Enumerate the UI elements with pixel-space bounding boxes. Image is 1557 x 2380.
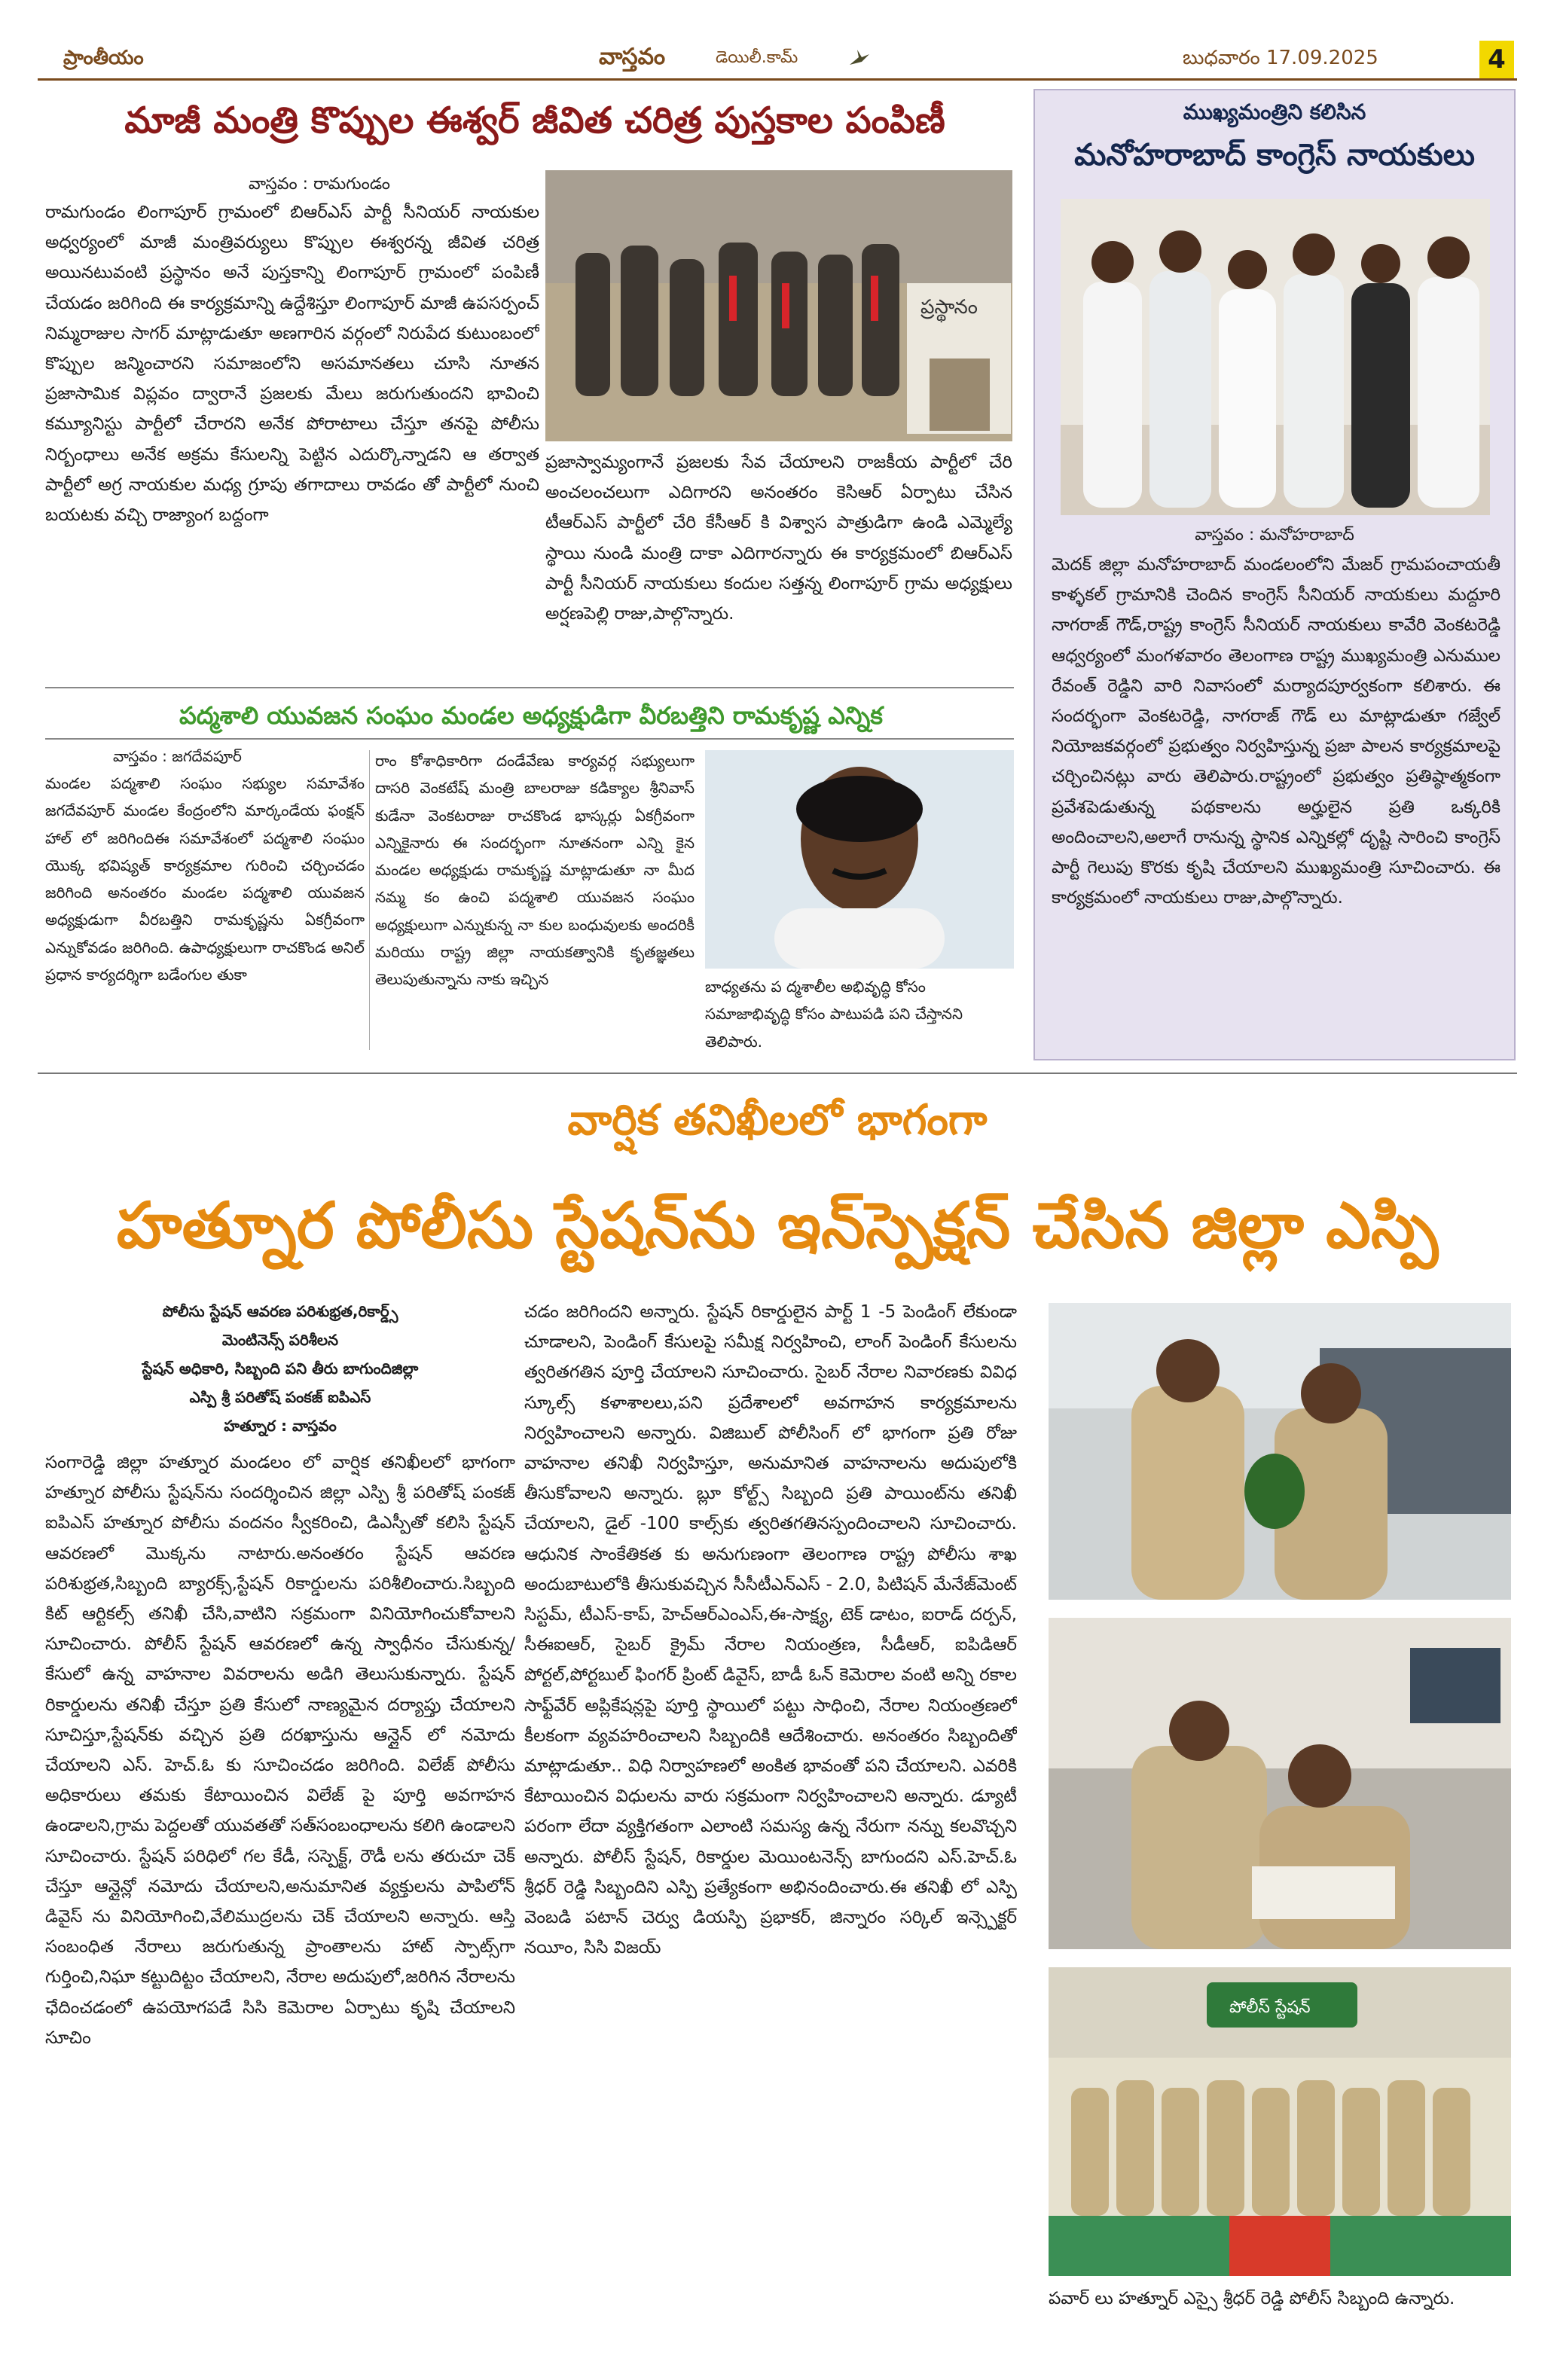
summary-line: మెంటినెన్స్ పరిశీలన <box>221 1331 339 1349</box>
story3-col-divider <box>369 750 370 1050</box>
station-banner-text: పోలీస్ స్టేషన్ <box>1229 1998 1311 2017</box>
header-rule <box>38 78 1517 81</box>
page-number-badge <box>1479 41 1514 78</box>
story2-photo <box>1061 199 1490 515</box>
story1-headline: మాజీ మంత్రి కొప్పుల ఈశ్వర్ జీవిత చరిత్ర పుస్తకాల పంపిణీ <box>124 99 945 142</box>
masthead-title: వాస్తవం <box>599 44 666 70</box>
summary-line: పోలీసు స్టేషన్ ఆవరణ పరిశుభ్రత,రికార్డ్స్ <box>162 1302 398 1320</box>
story2-sidebar <box>1033 89 1516 1060</box>
story2-dateline: వాస్తవం : మనోహరాబాద్ <box>1195 526 1354 545</box>
story1-photo <box>545 170 1012 441</box>
story3-dateline: వాస్తవం : జగదేవపూర్ <box>113 747 242 765</box>
story1-dateline: వాస్తవం : రామగుండం <box>249 175 390 194</box>
story4-photo-1 <box>1049 1303 1511 1600</box>
story3-body-col2: రాం కోశాధికారిగా దండేవేణు కార్యవర్గ సభ్యులుగా దాసరి వెంకటేష్ మంత్రి బాలరాజు కడిక్యాల శ్రీనివాస్ కుడేనా వెంకటరాజు రాచకొండ భాస్కర్లు ఏకగ్రీవంగా ఎన్నికైనారు ఈ సందర్భంగా నూతనంగా ఎన్ని కైన మండల అధ్యక్షుడు రామకృష్ణ మాట్లాడుతూ నా మీద నమ్మ కం ఉంచి పద్మశాలి యువజన సంఘం అధ్యక్షులుగా ఎన్నుకున్న నా కుల బంధువులకు అందరికీ మరియు రాష్ట్ర జిల్లా నాయకత్వానికి కృతజ్ఞతలు తెలుపుతున్నాను నాకు ఇచ్చిన <box>375 752 695 989</box>
story1-body-right: ప్రజాస్వామ్యంగానే ప్రజలకు సేవ చేయాలని రాజకీయ పార్టీలో చేరి అంచలంచలుగా ఎదిగారని అనంతరం కెసిఆర్ ఏర్పాటు చేసిన టీఆర్ఎస్ పార్టీలో చేరి కేసీఆర్ కి విశ్వాస పాత్రుడిగా ఉండి ఎమ్మెల్యే స్థాయి నుండి మంత్రి దాకా ఎదిగారన్నారు ఈ కార్యక్రమంలో బిఆర్ఎస్ పార్టీ సీనియర్ నాయకులు కందుల సత్తన్న లింగాపూర్ గ్రామ అధ్యక్షులు అర్షణపెల్లి రాజు,పాల్గొన్నారు. <box>545 453 1012 624</box>
story1-divider <box>45 687 1014 688</box>
bird-icon <box>848 48 871 71</box>
header-bar <box>38 44 1514 77</box>
story3-body-col1: మండల పద్మశాలి సంఘం సభ్యుల సమావేశం జగదేవపూర్ మండల కేంద్రంలోని మార్కండేయ ఫంక్షన్ హాల్ లో జరిగిందిఈ సమావేశంలో పద్మశాలి సంఘం యొక్క భవిష్యత్ కార్యక్రమాల గురించి చర్చించడం జరిగింది అనంతరం మండల పద్మశాలి యువజన అధ్యక్షుడుగా వీరబత్తిని రామకృష్ణను ఏకగ్రీవంగా ఎన్నుకోవడం జరిగింది. ఉపాధ్యక్షులుగా రాచకొండ అనిల్ ప్రధాన కార్యదర్శిగా బడేంగుల తుకా <box>45 774 365 984</box>
issue-date: బుధవారం 17.09.2025 <box>1183 47 1378 69</box>
story4-body-col1: సంగారెడ్డి జిల్లా హత్నూర మండలం లో వార్షిక తనిఖీలలో భాగంగా హత్నూర పోలీసు స్టేషన్‌ను సందర్శించిన జిల్లా ఎస్పి శ్రీ పరితోష్ పంకజ్ ఐపిఎస్ హత్నూర పోలీసు వందనం స్వీకరించి, డిఎస్పీతో కలిసి స్టేషన్ ఆవరణలో మొక్కను నాటారు.అనంతరం స్టేషన్ ఆవరణ పరిశుభ్రత,సిబ్బంది బ్యారక్స్,స్టేషన్ రికార్డులను పరిశీలించారు.సిబ్బంది కిట్ ఆర్టికల్స్ తనిఖీ చేసి,వాటిని సక్రమంగా వినియోగించుకోవాలని సూచించారు. పోలీస్ స్టేషన్ ఆవరణలో ఉన్న స్వాధీనం చేసుకున్న/ కేసులో ఉన్న వాహనాల వివరాలను అడిగి తెలుసుకున్నారు. స్టేషన్ రికార్డులను తనిఖీ చేస్తూ ప్రతి కేసులో నాణ్యమైన దర్యాప్తు చేయాలని సూచిస్తూ,స్టేషన్‌కు వచ్చిన ప్రతి దరఖాస్తును ఆన్లైన్ లో నమోదు చేయాలని ఎస్. హెచ్.ఓ కు సూచించడం జరిగింది. విలేజ్ పోలీసు అధికారులు తమకు కేటాయించిన విలేజ్ పై పూర్తి అవగాహన ఉండాలని,గ్రామ పెద్దలతో యువతతో సత్‌సంబంధాలను కలిగి ఉండాలని సూచించారు. స్టేషన్ పరిధిలో గల కేడీ, సస్పెక్ట్, రౌడీ లను తరుచూ చెక్ చేస్తూ ఆన్లైన్లో నమోదు చేయాలని,అనుమానిత వ్యక్తులను పాపిలోన్ డివైస్ ను వినియోగించి,వేలిముద్రలను చెక్ చేయాలని అన్నారు. ఆస్తి సంబంధిత నేరాలు జరుగుతున్న ప్రాంతాలను హాట్ స్పాట్స్‌గా గుర్తించి,నిఘా కట్టుదిట్టం చేయాలని, నేరాల అదుపులో,జరిగిన నేరాలను ఛేదించడంలో ఉపయోగపడే సిసి కెమెరాల ఏర్పాటు కృషి చేయాలని సూచిం <box>45 1453 515 2048</box>
summary-line: స్టేషన్ అధికారి, సిబ్బంది పని తీరు బాగుందిజిల్లా <box>142 1359 419 1378</box>
story4-kicker: వార్షిక తనిఖీలలో భాగంగా <box>567 1096 988 1145</box>
story2-headline: మనోహరాబాద్ కాంగ్రెస్ నాయకులు <box>1074 138 1475 172</box>
story4-headline: హత్నూర పోలీసు స్టేషన్‌ను ఇన్‌స్పెక్షన్ చేసిన జిల్లా ఎస్పి <box>116 1188 1439 1262</box>
story3-top-rule <box>45 738 1014 740</box>
story4-body-col2: చడం జరిగిందని అన్నారు. స్టేషన్ రికార్డులైన పార్ట్ 1 -5 పెండింగ్ లేకుండా చూడాలని, పెండింగ్ కేసులపై సమీక్ష నిర్వహించి, లాంగ్ పెండింగ్ కేసులను త్వరితగతిన పూర్తి చేయాలని సూచించారు. సైబర్ నేరాల నివారణకు వివిధ స్కూల్స్ కళాశాలలు,పని ప్రదేశాలలో అవగాహన కార్యక్రమాలను నిర్వహించాలని అన్నారు. విజిబుల్ పోలీసింగ్ లో భాగంగా ప్రతి రోజు వాహనాల తనిఖీ నిర్వహిస్తూ, అనుమానిత వాహనాలను అదుపులోకి తీసుకోవాలని అన్నారు. బ్లూ కోల్ట్స్ సిబ్బంది ప్రతి పాయింట్‌ను తనిఖీ చేయాలని, డైల్ -100 కాల్స్‌కు త్వరితగతినస్పందించాలని సూచించారు. ఆధునిక సాంకేతికత కు అనుగుణంగా తెలంగాణ రాష్ట్ర పోలీసు శాఖ అందుబాటులోకి తీసుకువచ్చిన సీసీటీఎన్ఎస్ - 2.0, పిటిషన్ మేనేజ్‌మెంట్ సిస్టమ్, టీఎస్-కాప్, హెచ్ఆర్ఎంఎస్,ఈ-సాక్ష్య, టెక్ డాటం, ఐరాడ్ దర్పన్, సీఈఐఆర్, సైబర్ క్రైమ్ నేరాల నియంత్రణ, సీడీఆర్, ఐపిడిఆర్ పోర్టల్,పోర్టబుల్ ఫింగర్ ప్రింట్ డివైస్, బాడీ ఓన్ కెమెరాల వంటి అన్ని రకాల సాఫ్ట్‌వేర్ అప్లికేషన్లపై పూర్తి స్థాయిలో పట్టు సాధించి, నేరాల నియంత్రణలో కీలకంగా వ్యవహరించాలని సిబ్బందికి ఆదేశించారు. అనంతరం సిబ్బందితో మాట్లాడుతూ.. విధి నిర్వాహణలో అంకిత భావంతో పని చేయాలని. ఎవరికి కేటాయించిన విధులను వారు సక్రమంగా నిర్వహించాలని అన్నారు. డ్యూటీ పరంగా లేదా వ్యక్తిగతంగా ఎలాంటి సమస్య ఉన్న నేరుగా నన్ను కలవొచ్చని అన్నారు. పోలీస్ స్టేషన్, రికార్డుల మెయింటనెన్స్ బాగుందని ఎస్.హెచ్.ఓ శ్రీధర్ రెడ్డి సిబ్బందిని ఎస్పి ప్రత్యేకంగా అభినందించారు.ఈ తనిఖీ లో ఎస్పి వెంబడి పటాన్ చెర్వు డియస్పి ప్రభాకర్, జిన్నారం సర్కిల్ ఇన్స్పెక్టర్ నయీం, సిసి విజయ్ <box>524 1302 1017 1958</box>
story3-body-col3: బాధ్యతను ప ద్మశాలీల అభివృద్ధి కోసం సమాజాభివృద్ధి కోసం పాటుపడి పని చేస్తానని తెలిపారు. <box>705 978 963 1051</box>
summary-line: ఎస్పి శ్రీ పరితోష్ పంకజ్ ఐపిఎస్ <box>189 1388 371 1406</box>
masthead-site: డెయిలీ.కామ్ <box>716 48 798 67</box>
story2-kicker: ముఖ్యమంత్రిని కలిసిన <box>1183 99 1366 124</box>
section-label: ప్రాంతీయం <box>63 47 144 69</box>
section-divider <box>38 1073 1517 1074</box>
book-title-text: ప్రస్థానం <box>920 296 978 319</box>
story4-photo-3 <box>1049 1967 1511 2276</box>
story2-body: మెదక్ జిల్లా మనోహరాబాద్ మండలంలోని మేజర్ గ్రామపంచాయతీ కాళ్ళకల్ గ్రామానికి చెందిన కాంగ్రెస్ సీనియర్ నాయకులు మద్దూరి నాగరాజ్ గౌడ్,రాష్ట్ర కాంగ్రెస్ సీనియర్ నాయకులు కావేరి వెంకటరెడ్డి ఆధ్వర్యంలో మంగళవారం తెలంగాణ రాష్ట్ర ముఖ్యమంత్రి ఎనుముల రేవంత్ రెడ్డిని వారి నివాసంలో మర్యాదపూర్వకంగా కలిశారు. ఈ సందర్భంగా వెంకటరెడ్డి, నాగరాజ్ గౌడ్ లు మాట్లాడుతూ గజ్వేల్ నియోజకవర్గంలో ప్రభుత్వం నిర్వహిస్తున్న ప్రజా పాలన కార్యక్రమాలపై చర్చించినట్లు వారు తెలిపారు.రాష్ట్రంలో ప్రభుత్వం ప్రతిష్ఠాత్మకంగా ప్రవేశపెడుతున్న పథకాలను అర్హులైన ప్రతి ఒక్కరికి అందించాలని,అలాగే రానున్న స్థానిక ఎన్నికల్లో దృష్టి సారించి కాంగ్రెస్ పార్టీ గెలుపు కొరకు కృషి చేయాలని ముఖ్యమంత్రి సూచించారు. ఈ కార్యక్రమంలో నాయకులు రాజు,పాల్గొన్నారు. <box>1052 555 1501 908</box>
story3-portrait-photo <box>705 750 1014 969</box>
story4-body-col3: పవార్ లు హత్నూర్ ఎస్సై శ్రీధర్ రెడ్డి పోలీస్ సిబ్బంది ఉన్నారు. <box>1049 2289 1455 2308</box>
story1-body-left: రామగుండం లింగాపూర్ గ్రామంలో బిఆర్ఎస్ పార్టీ సీనియర్ నాయకుల అధ్వర్యంలో మాజీ మంత్రివర్యులు కొప్పుల ఈశ్వరన్న జీవిత చరిత్ర అయినటువంటి ప్రస్థానం అనే పుస్తకాన్ని లింగాపూర్ గ్రామంలో పంపిణీ చేయడం జరిగింది ఈ కార్యక్రమాన్ని ఉద్దేశిస్తూ లింగాపూర్ మాజీ ఉపసర్పంచ్ నిమ్మరాజుల సాగర్ మాట్లాడుతూ అణగారిన వర్గంలో నిరుపేద కుటుంబంలో కొప్పుల జన్మించారని సమాజంలోని అసమానతలు చూసి నూతన ప్రజాసామిక విప్లవం ద్వారానే ప్రజలకు మేలు జరుగుతుందని భావించి కమ్యూనిస్టు పార్టీలో చేరారని అనేక పోరాటాలు చేస్తూ తనపై పోలీసు నిర్బంధాలు అనేక అక్రమ కేసులన్ని పెట్టిన ఎదుర్కొన్నాడని ఆ తర్వాత పార్టీలో అగ్ర నాయకుల మధ్య గ్రూపు తగాదాలు రావడం తో పార్టీలో నుంచి బయటకు వచ్చి రాజ్యాంగ బద్దంగా <box>45 203 539 526</box>
story3-headline: పద్మశాలి యువజన సంఘం మండల అధ్యక్షుడిగా వీరబత్తిని రామకృష్ణ ఎన్నిక <box>179 701 883 730</box>
story4-summary <box>45 1297 515 1448</box>
page-number: 4 <box>1488 44 1506 75</box>
story4-photo-2 <box>1049 1618 1511 1949</box>
story4-dateline: హత్నూర : వాస్తవం <box>224 1417 337 1435</box>
